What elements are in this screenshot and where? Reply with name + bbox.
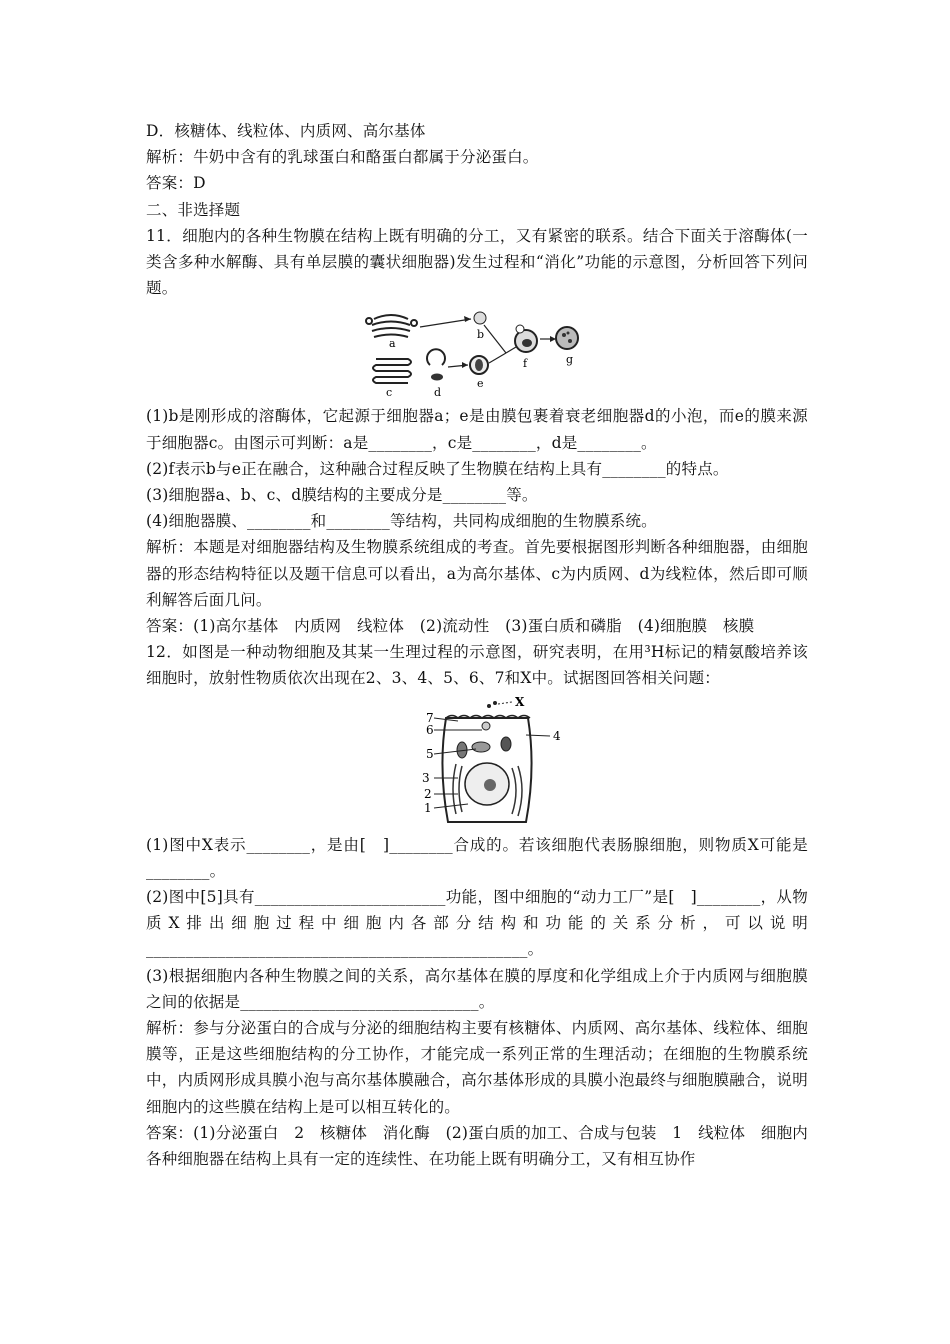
digestion-g-shape <box>556 327 578 349</box>
q12-analysis: 解析：参与分泌蛋白的合成与分泌的细胞结构主要有核糖体、内质网、高尔基体、线粒体、细胞膜等，正是这些细胞结构的分工协作，才能完成一系列正常的生理活动；在细胞的生物膜系统中，内质网形成具膜小泡与高尔基体膜融合，高尔基体形成的具膜小泡最终与细胞膜融合，说明细胞内的这些膜在结构上是可以相互转化的。 <box>146 1019 808 1116</box>
golgi-a-shape <box>366 315 417 337</box>
label-b: b <box>477 328 485 342</box>
q12-part2: (2)图中[5]具有________________________功能，图中细胞的“动力工厂”是[ ]________，从物质X排出细胞过程中细胞内各部分结构和功能的关系分析，可以说明________________________________________________。 <box>146 888 808 959</box>
label-7: 7 <box>426 710 434 725</box>
label-f: f <box>523 357 528 371</box>
label-g: g <box>566 353 574 367</box>
lysosome-b-shape <box>474 312 486 324</box>
er-c-shape <box>373 359 411 383</box>
label-2: 2 <box>424 786 432 801</box>
label-4: 4 <box>553 728 561 743</box>
q12-answer: 答案：(1)分泌蛋白 2 核糖体 消化酶 (2)蛋白质的加工、合成与包装 1 线粒体 细胞内各种细胞器在结构上具有一定的连续性、在功能上既有明确分工，又有相互协作 <box>146 1123 808 1169</box>
mitochondrion-d-shape <box>431 374 443 381</box>
vesicle-forming-shape <box>427 350 445 366</box>
secretory-cell-diagram <box>146 694 808 830</box>
secretory-vesicle-shape <box>482 722 490 730</box>
label-6: 6 <box>426 722 434 737</box>
q12-part1: (1)图中X表示________，是由[ ]________合成的。若该细胞代表肠腺细胞，则物质X可能是________。 <box>146 835 808 880</box>
answer-10: 答案：D <box>146 174 206 193</box>
label-1: 1 <box>424 800 432 815</box>
label-c: c <box>386 386 393 400</box>
arrow-a-b <box>420 319 471 327</box>
secretory-cell-svg <box>146 694 808 830</box>
q11-answer: 答案：(1)高尔基体 内质网 线粒体 (2)流动性 (3)蛋白质和磷脂 (4)细胞膜 核膜 <box>146 617 755 636</box>
label-a: a <box>389 337 396 351</box>
q11-analysis: 解析：本题是对细胞器结构及生物膜系统组成的考查。首先要根据图形判断各种细胞器，由细胞器的形态结构特征以及题干信息可以看出，a为高尔基体、c为内质网、d为线粒体，然后即可顺利解答后面几问。 <box>146 538 808 609</box>
q12-part3: (3)根据细胞内各种生物膜之间的关系，高尔基体在膜的厚度和化学组成上介于内质网与细胞膜之间的依据是______________________________。 <box>146 966 808 1011</box>
q11-part2: (2)f表示b与e正在融合，这种融合过程反映了生物膜在结构上具有________的特点。 <box>146 459 729 478</box>
document-page <box>146 118 808 1172</box>
lysosome-diagram-svg <box>146 305 808 401</box>
analysis-10: 解析：牛奶中含有的乳球蛋白和酪蛋白都属于分泌蛋白。 <box>146 148 539 167</box>
q11-part3: (3)细胞器a、b、c、d膜结构的主要成分是________等。 <box>146 486 538 505</box>
q11-stem: 11．细胞内的各种生物膜在结构上既有明确的分工，又有紧密的联系。结合下面关于溶酶体(一类含多种水解酶、具有单层膜的囊状细胞器)发生过程和“消化”功能的示意图，分析回答下列问题。 <box>146 226 808 298</box>
q11-part1: (1)b是刚形成的溶酶体，它起源于细胞器a；e是由膜包裹着衰老细胞器d的小泡，而e的膜来源于细胞器c。由图示可判断：a是________，c是________，d是________。 <box>146 407 808 452</box>
label-3: 3 <box>422 770 430 785</box>
option-d: D．核糖体、线粒体、内质网、高尔基体 <box>146 122 426 140</box>
golgi-shape <box>472 742 490 752</box>
label-x: X <box>515 694 525 709</box>
label-5: 5 <box>426 746 434 761</box>
q11-part4: (4)细胞器膜、________和________等结构，共同构成细胞的生物膜系统。 <box>146 512 657 531</box>
label-d: d <box>434 386 442 400</box>
lysosome-diagram <box>146 305 808 401</box>
label-e: e <box>477 377 484 391</box>
q12-stem: 12．如图是一种动物细胞及其某一生理过程的示意图，研究表明，在用³H标记的精氨酸培养该细胞时，放射性物质依次出现在2、3、4、5、6、7和X中。试据图回答相关问题： <box>146 643 808 688</box>
section-heading: 二、非选择题 <box>146 200 241 219</box>
